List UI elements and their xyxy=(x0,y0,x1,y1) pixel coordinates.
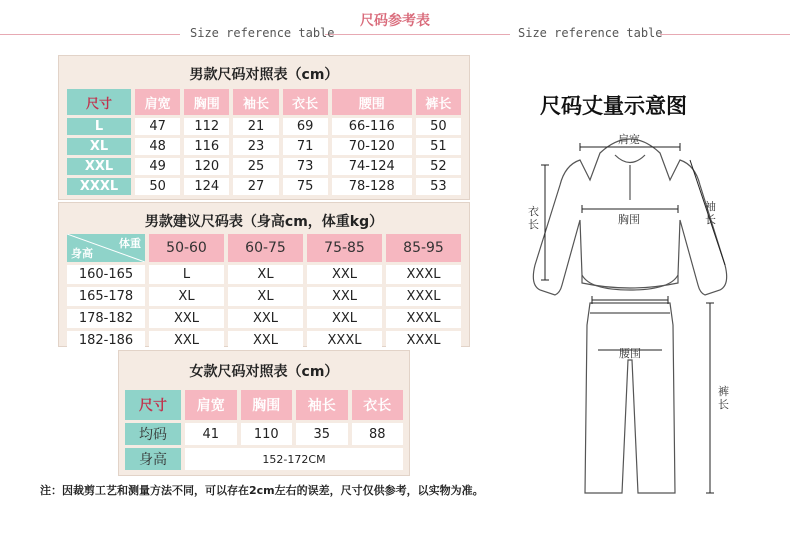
value-cell: 88 xyxy=(352,423,404,445)
value-cell: 124 xyxy=(184,178,229,195)
value-cell: XL xyxy=(149,287,224,306)
chest-label: 胸围 xyxy=(618,213,640,226)
height-value-cell: 152-172CM xyxy=(185,448,403,470)
value-cell: XXL xyxy=(307,309,382,328)
table-row xyxy=(67,331,461,350)
weight-header: 60-75 xyxy=(228,234,303,262)
value-cell: 75 xyxy=(283,178,328,195)
size-cell: XXXL xyxy=(67,178,131,195)
value-cell: 27 xyxy=(233,178,278,195)
value-cell: 73 xyxy=(283,158,328,175)
diagram-title: 尺码丈量示意图 xyxy=(540,94,687,118)
header-sub-right: Size reference table xyxy=(518,26,663,40)
sleeve-label: 袖长 xyxy=(705,200,716,226)
value-cell: 116 xyxy=(184,138,229,155)
value-cell: 23 xyxy=(233,138,278,155)
value-cell: XL xyxy=(228,265,303,284)
value-cell: 25 xyxy=(233,158,278,175)
value-cell: XXL xyxy=(228,309,303,328)
header-cell: 胸围 xyxy=(241,390,293,420)
pants-illustration xyxy=(585,303,675,493)
men-suggest-title: 男款建议尺码表（身高cm，体重kg） xyxy=(144,214,384,230)
size-cell: 均码 xyxy=(125,423,181,445)
value-cell: 48 xyxy=(135,138,180,155)
value-cell: 74-124 xyxy=(332,158,412,175)
value-cell: 41 xyxy=(185,423,237,445)
corner-weight-label: 体重 xyxy=(119,237,141,250)
value-cell: 110 xyxy=(241,423,293,445)
header-cell: 衣长 xyxy=(352,390,404,420)
header-cell: 胸围 xyxy=(184,89,229,115)
value-cell: XXXL xyxy=(386,265,461,284)
men-size-table xyxy=(63,86,465,198)
value-cell: 53 xyxy=(416,178,461,195)
shoulder-label: 肩宽 xyxy=(618,133,640,146)
pants-length-label: 裤长 xyxy=(718,385,729,411)
value-cell: 78-128 xyxy=(332,178,412,195)
men-size-panel xyxy=(58,55,470,200)
value-cell: XXL xyxy=(307,287,382,306)
value-cell: 112 xyxy=(184,118,229,135)
header-cell: 裤长 xyxy=(416,89,461,115)
value-cell: L xyxy=(149,265,224,284)
women-size-title: 女款尺码对照表（cm） xyxy=(189,364,339,380)
header-cell: 袖长 xyxy=(296,390,348,420)
men-size-header-row xyxy=(67,89,461,115)
corner-height-label: 身高 xyxy=(71,247,93,260)
value-cell: 35 xyxy=(296,423,348,445)
measurement-diagram xyxy=(520,125,750,505)
height-label-cell: 身高 xyxy=(125,448,181,470)
value-cell: 21 xyxy=(233,118,278,135)
table-row xyxy=(125,448,403,470)
header-cell: 腰围 xyxy=(332,89,412,115)
header-cell: 袖长 xyxy=(233,89,278,115)
value-cell: XXXL xyxy=(307,331,382,350)
header-sub-left: Size reference table xyxy=(190,26,335,40)
header-line-mid xyxy=(325,34,510,35)
value-cell: 70-120 xyxy=(332,138,412,155)
header-cell: 衣长 xyxy=(283,89,328,115)
value-cell: XXXL xyxy=(386,331,461,350)
men-suggest-panel xyxy=(58,202,470,347)
value-cell: 50 xyxy=(416,118,461,135)
value-cell: XXL xyxy=(228,331,303,350)
height-cell: 178-182 xyxy=(67,309,145,328)
header-title: 尺码参考表 xyxy=(360,13,430,29)
value-cell: XXL xyxy=(149,309,224,328)
value-cell: 50 xyxy=(135,178,180,195)
height-cell: 182-186 xyxy=(67,331,145,350)
value-cell: XXL xyxy=(307,265,382,284)
value-cell: 69 xyxy=(283,118,328,135)
women-header-row xyxy=(125,390,403,420)
weight-header: 75-85 xyxy=(307,234,382,262)
table-row xyxy=(67,309,461,328)
table-row xyxy=(67,178,461,195)
value-cell: XL xyxy=(228,287,303,306)
header-line-right xyxy=(660,34,790,35)
size-cell: L xyxy=(67,118,131,135)
table-row xyxy=(67,158,461,175)
header-cell: 尺寸 xyxy=(67,89,131,115)
value-cell: XXXL xyxy=(386,287,461,306)
value-cell: XXXL xyxy=(386,309,461,328)
height-cell: 160-165 xyxy=(67,265,145,284)
value-cell: 49 xyxy=(135,158,180,175)
header-cell: 肩宽 xyxy=(185,390,237,420)
value-cell: 52 xyxy=(416,158,461,175)
value-cell: 51 xyxy=(416,138,461,155)
corner-cell xyxy=(67,234,145,262)
value-cell: 47 xyxy=(135,118,180,135)
table-row xyxy=(67,265,461,284)
weight-header: 50-60 xyxy=(149,234,224,262)
men-suggest-table xyxy=(63,231,465,353)
value-cell: XXL xyxy=(149,331,224,350)
header-line-left xyxy=(0,34,180,35)
men-suggest-header-row xyxy=(67,234,461,262)
table-row xyxy=(125,423,403,445)
header-cell: 肩宽 xyxy=(135,89,180,115)
waist-label: 腰围 xyxy=(619,347,641,360)
measure-lines xyxy=(541,143,725,493)
men-size-title: 男款尺码对照表（cm） xyxy=(189,67,339,83)
weight-header: 85-95 xyxy=(386,234,461,262)
table-row xyxy=(67,138,461,155)
size-cell: XXL xyxy=(67,158,131,175)
value-cell: 71 xyxy=(283,138,328,155)
table-row xyxy=(67,287,461,306)
height-cell: 165-178 xyxy=(67,287,145,306)
footnote: 注：因裁剪工艺和测量方法不同，可以存在2cm左右的误差，尺寸仅供参考，以实物为准。 xyxy=(40,484,484,497)
table-row xyxy=(67,118,461,135)
women-size-panel xyxy=(118,350,410,476)
size-cell: XL xyxy=(67,138,131,155)
header-cell: 尺寸 xyxy=(125,390,181,420)
value-cell: 66-116 xyxy=(332,118,412,135)
value-cell: 120 xyxy=(184,158,229,175)
women-size-table xyxy=(121,387,407,473)
length-label: 衣长 xyxy=(528,205,539,231)
